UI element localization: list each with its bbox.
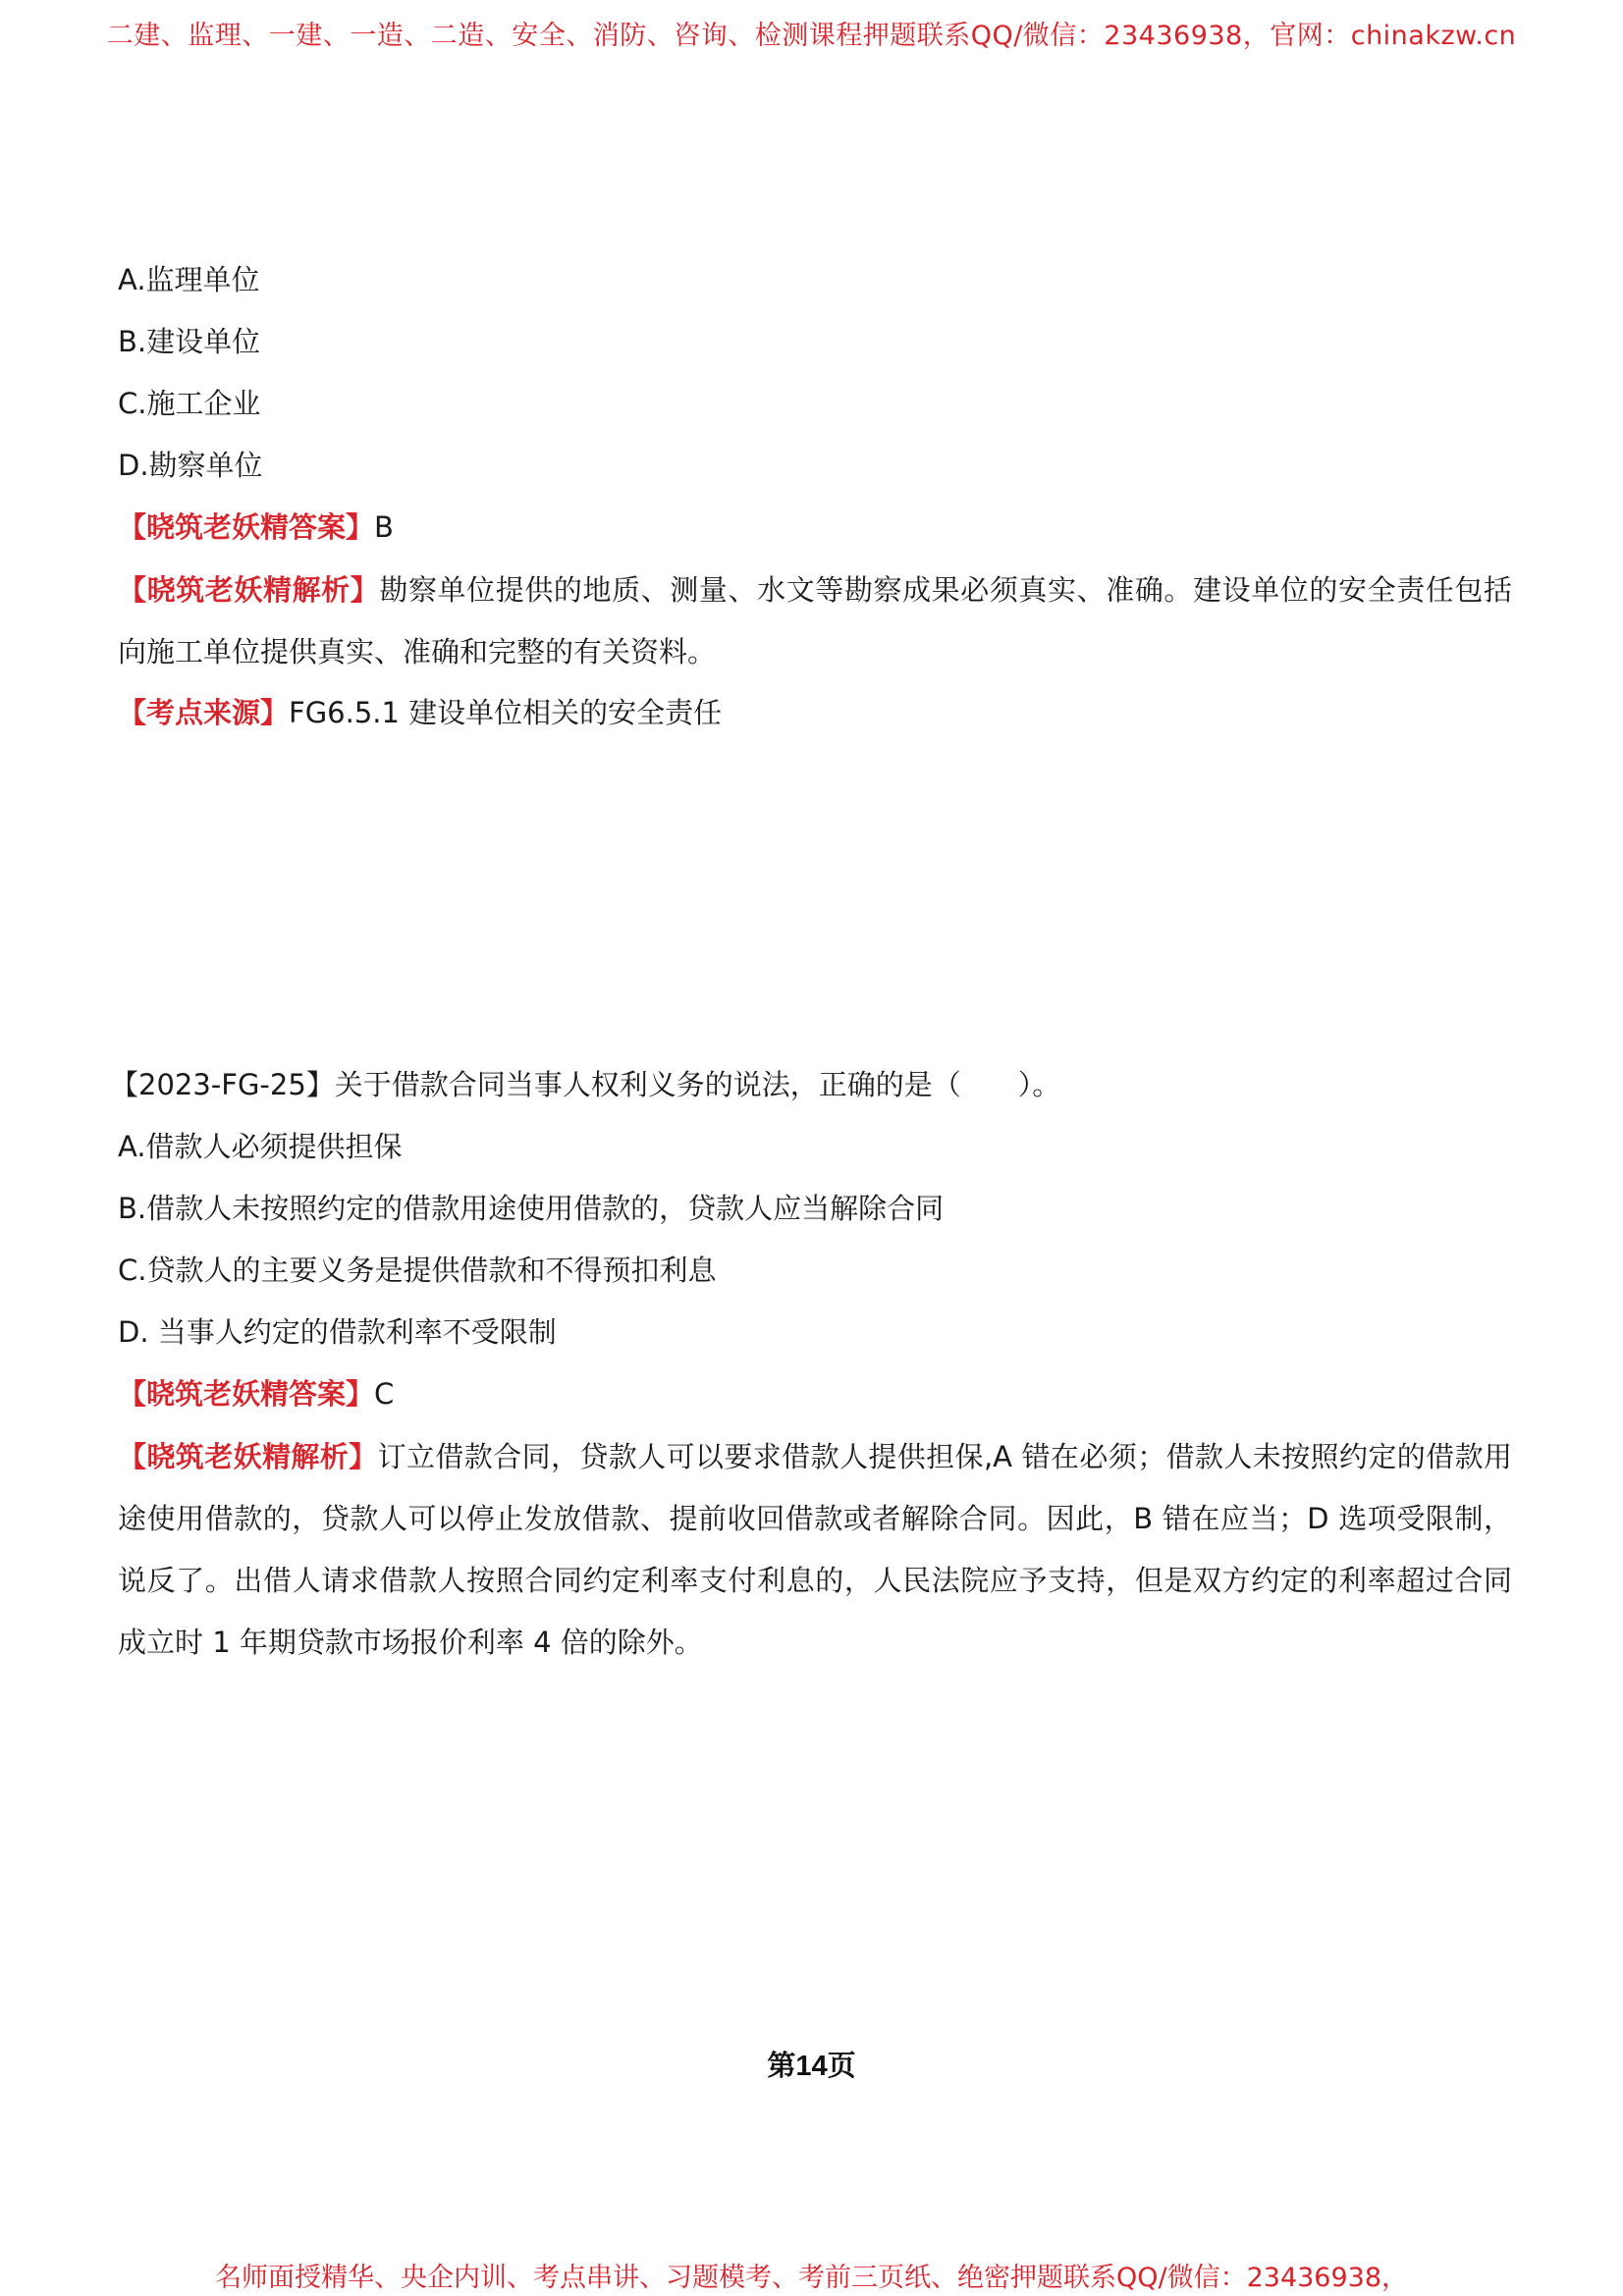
analysis-tag: 【晓筑老妖精解析】 xyxy=(118,1440,378,1473)
q2-analysis xyxy=(118,1426,1512,1674)
q2-stem: 【2023-FG-25】关于借款合同当事人权利义务的说法，正确的是（ ）。 xyxy=(110,1068,1061,1101)
q2-answer xyxy=(118,1374,394,1414)
analysis-text: 订立借款合同，贷款人可以要求借款人提供担保,A 错在必须；借款人未按照约定的借款用途使用借款的，贷款人可以停止发放借款、提前收回借款或者解除合同。因此，B 错在应当；D 选项受限制，说反了。出借人请求借款人按照合同约定利率支付利息的，人民法院应予支持，但是双方约定的利率超过合同成立时 1 年期贷款市场报价利率 4 倍的除外。 xyxy=(118,1440,1512,1659)
answer-tag: 【晓筑老妖精答案】 xyxy=(118,1377,375,1411)
q2-option-d: D. 当事人约定的借款利率不受限制 xyxy=(118,1315,557,1349)
q1-option-c: C.施工企业 xyxy=(118,387,261,420)
q1-option-a: A.监理单位 xyxy=(118,263,260,296)
q2-option-a: A.借款人必须提供担保 xyxy=(118,1130,403,1163)
source-tag: 【考点来源】 xyxy=(118,696,290,729)
analysis-text: 勘察单位提供的地质、测量、水文等勘察成果必须真实、准确。建设单位的安全责任包括向施工单位提供真实、准确和完整的有关资料。 xyxy=(118,573,1512,668)
q1-answer xyxy=(118,507,394,547)
answer-tag: 【晓筑老妖精答案】 xyxy=(118,510,375,544)
q2-option-b: B.借款人未按照约定的借款用途使用借款的，贷款人应当解除合同 xyxy=(118,1192,945,1225)
q1-analysis xyxy=(118,560,1512,683)
page-footer-banner: 名师面授精华、央企内训、考点串讲、习题模考、考前三页纸、绝密押题联系QQ/微信：23436938， xyxy=(214,2263,1409,2293)
answer-value: B xyxy=(374,510,394,544)
q2-option-c: C.贷款人的主要义务是提供借款和不得预扣利息 xyxy=(118,1254,717,1287)
analysis-tag: 【晓筑老妖精解析】 xyxy=(118,573,380,607)
page-header-banner: 二建、监理、一建、一造、二造、安全、消防、咨询、检测课程押题联系QQ/微信：23436938，官网：chinakzw.cn xyxy=(106,21,1517,51)
q1-option-d: D.勘察单位 xyxy=(118,449,263,482)
answer-value: C xyxy=(374,1377,395,1411)
q1-option-b: B.建设单位 xyxy=(118,325,261,358)
page-number: 第14页 xyxy=(767,2051,856,2082)
source-text: FG6.5.1 建设单位相关的安全责任 xyxy=(289,696,723,729)
q1-source xyxy=(118,693,722,732)
